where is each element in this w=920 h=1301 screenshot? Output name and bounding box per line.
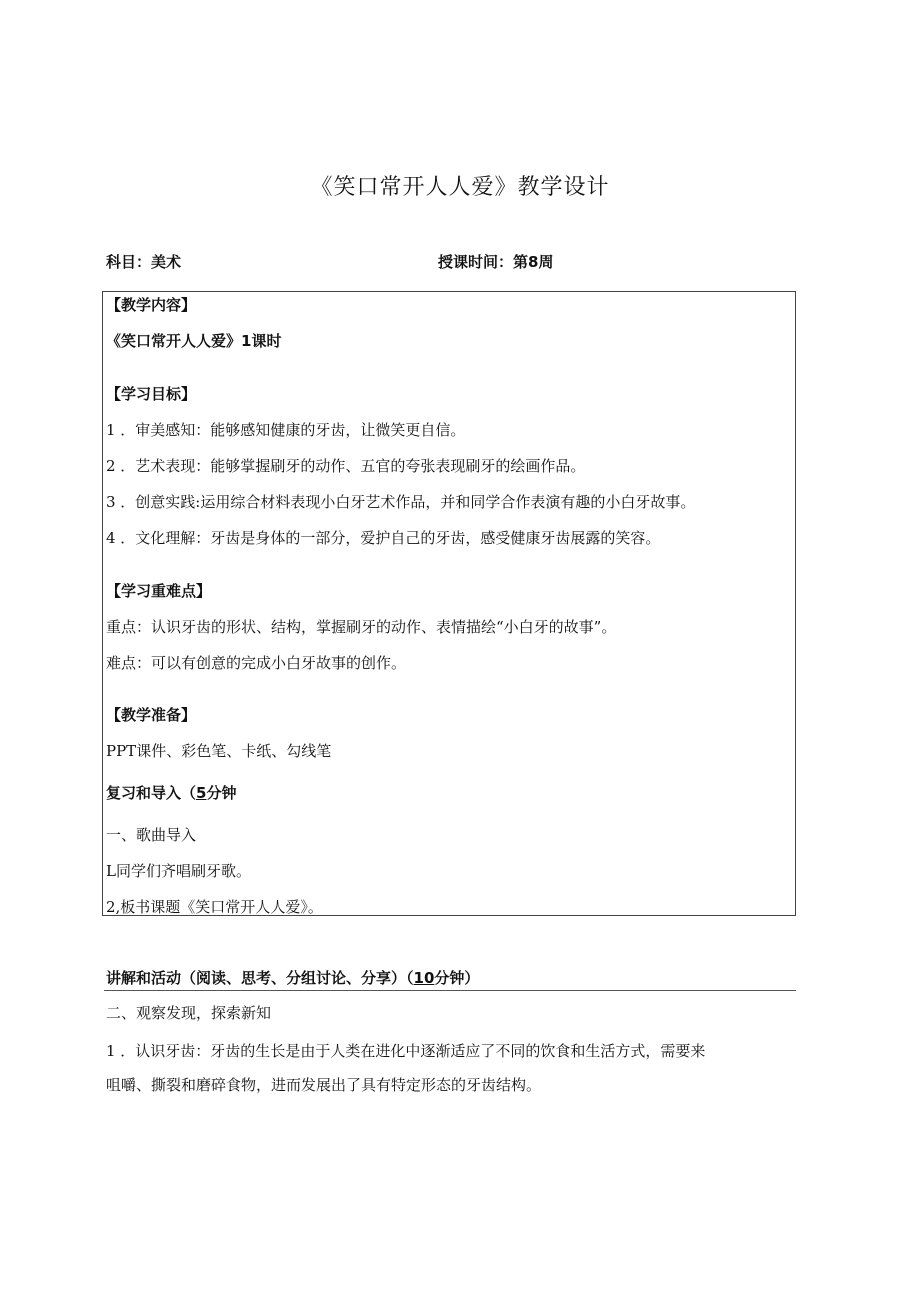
subject-label: 科目：美术 (106, 253, 182, 271)
goal-item: 4 ．文化理解：牙齿是身体的一部分，爱护自己的牙齿，感受健康牙齿展露的笑容。 (106, 529, 661, 547)
lesson-info-box (102, 291, 796, 916)
goal-item: 3 ．创意实践:运用综合材料表现小白牙艺术作品，并和同学合作表演有趣的小白牙故事。 (106, 493, 696, 511)
prep-heading: 【教学准备】 (106, 706, 197, 724)
keypoints-heading: 【学习重难点】 (106, 582, 212, 600)
activity-heading: 讲解和活动（阅读、思考、分组讨论、分享）（10分钟） (106, 969, 480, 987)
page-title: 《笑口常开人人爱》教学设计 (310, 175, 610, 200)
activity-paragraph-line: 1 ．认识牙齿：牙齿的生长是由于人类在进化中逐渐适应了不同的饮食和生活方式，需要来 (106, 1042, 706, 1060)
goal-item: 1 ．审美感知：能够感知健康的牙齿，让微笑更自信。 (106, 421, 466, 439)
difficult-point: 难点：可以有创意的完成小白牙故事的创作。 (106, 654, 407, 672)
review-item: 一、歌曲导入 (106, 826, 197, 844)
activity-subheading: 二、观察发现，探索新知 (106, 1004, 272, 1022)
goals-heading: 【学习目标】 (106, 385, 197, 403)
goal-item: 2 ．艺术表现：能够掌握刷牙的动作、五官的夸张表现刷牙的绘画作品。 (106, 457, 586, 475)
review-heading: 复习和导入（5分钟 (106, 784, 237, 802)
prep-text: PPT课件、彩色笔、卡纸、勾线笔 (106, 742, 332, 760)
lesson-time-label: 授课时间：第8周 (438, 253, 554, 271)
key-point: 重点：认识牙齿的形状、结构，掌握刷牙的动作、表情描绘“小白牙的故事”。 (106, 618, 617, 636)
section-divider (104, 990, 796, 991)
review-item: 2,板书课题《笑口常开人人爱》。 (106, 898, 323, 916)
review-item: L同学们齐唱刷牙歌。 (106, 862, 251, 880)
content-heading: 【教学内容】 (106, 296, 197, 314)
content-text: 《笑口常开人人爱》1课时 (106, 332, 282, 350)
activity-paragraph-line: 咀嚼、撕裂和磨碎食物，进而发展出了具有特定形态的牙齿结构。 (106, 1076, 542, 1094)
